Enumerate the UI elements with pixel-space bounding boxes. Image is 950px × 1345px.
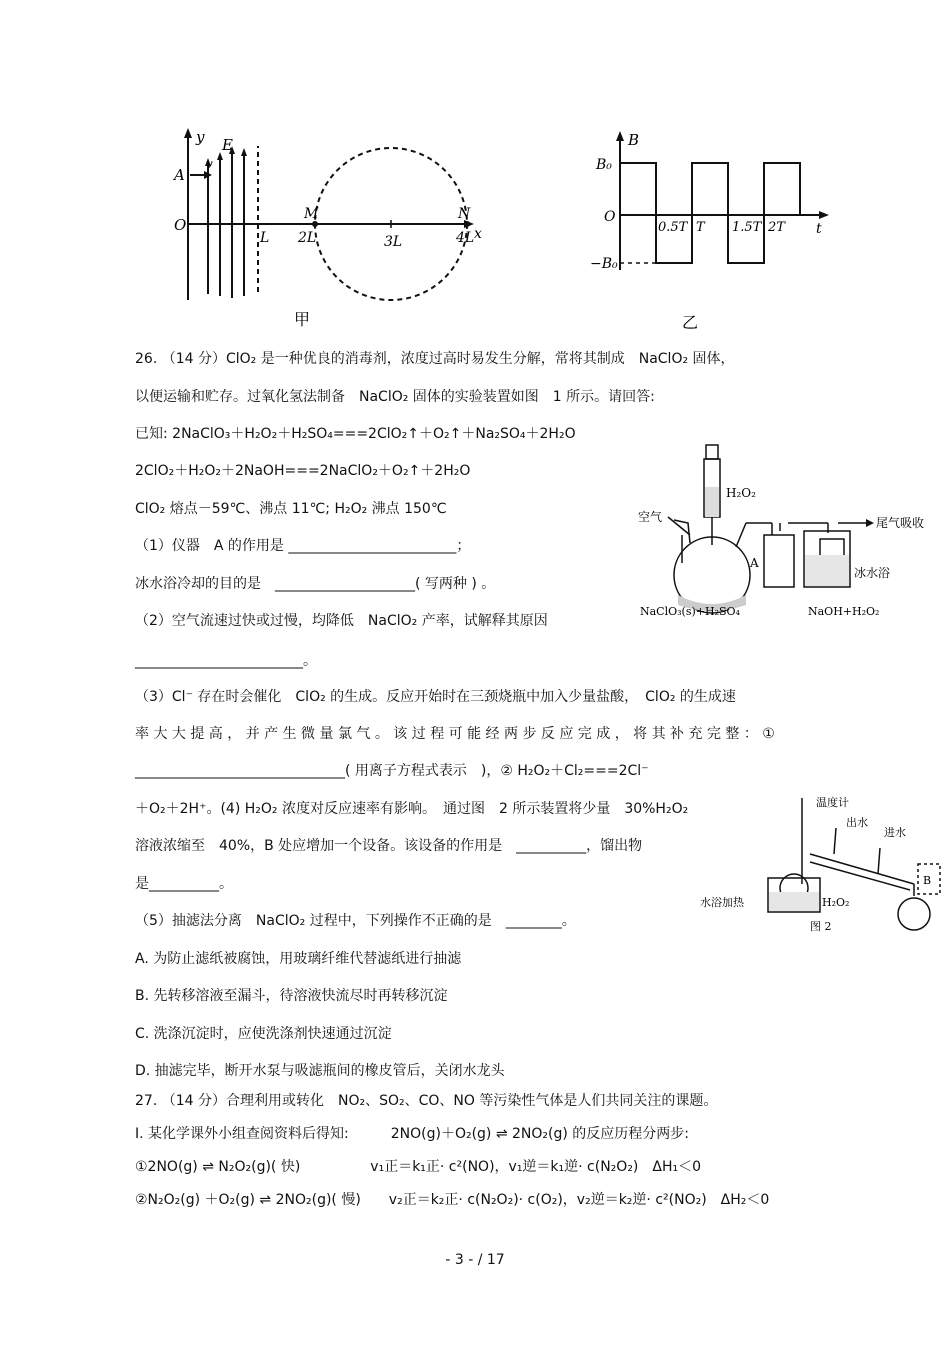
fig2-water-in-label: 进水 <box>884 826 906 839</box>
jia-point-a: A <box>174 166 185 184</box>
q26-part-1-ice-bath: 冰水浴冷却的目的是 ____________________( 写两种 ) 。 <box>135 576 496 592</box>
fig1-ice-label: 冰水浴 <box>854 566 891 580</box>
fig2-bath-label: 水浴加热 <box>700 896 744 909</box>
q26-part-4-line-2: 溶液浓缩至 40%，B 处应增加一个设备。该设备的作用是 __________，馏出物 <box>135 838 643 854</box>
fig1-a-label: A <box>750 556 759 570</box>
fig2-water-out-label: 出水 <box>846 816 868 829</box>
jia-mark-n: N <box>458 206 471 222</box>
q27-step-2: ②N₂O₂(g) ＋O₂(g) ⇌ 2NO₂(g)( 慢) v₂正＝k₂正· c(N₂O₂)· c(O₂)，v₂逆＝k₂逆· c²(NO₂) ΔH₂＜0 <box>135 1192 770 1208</box>
jia-axis-x: x <box>474 226 482 242</box>
q26-part-2-blank: ________________________。 <box>135 653 317 669</box>
fig2-h2o2-label: H₂O₂ <box>822 896 850 909</box>
jia-caption: 甲 <box>294 310 311 329</box>
q26-option-d: D. 抽滤完毕，断开水泵与吸滤瓶间的橡皮管后，关闭水龙头 <box>135 1063 505 1079</box>
yi-tick-t: T <box>696 220 705 235</box>
q26-option-b: B. 先转移溶液至漏斗，待溶液快流尽时再转移沉淀 <box>135 988 448 1004</box>
q26-option-a: A. 为防止滤纸被腐蚀，用玻璃纤维代替滤纸进行抽滤 <box>135 951 462 967</box>
jia-mark-2l: 2L <box>298 230 317 246</box>
yi-axis-b: B <box>628 131 640 149</box>
yi-tick-2t: 2T <box>768 220 785 235</box>
yi-tick-0.5t: 0.5T <box>658 220 688 235</box>
q26-part-3-line-2: 率 大 大 提 高 ， 并 产 生 微 量 氯 气 。 该 过 程 可 能 经 两 步 反 应 完 成 ， 将 其 补 充 完 整 ： ① <box>135 726 775 742</box>
q27-part-1: Ⅰ. 某化学课外小组查阅资料后得知: 2NO(g)＋O₂(g) ⇌ 2NO₂(g) 的反应历程分两步: <box>135 1126 690 1142</box>
yi-b0: B₀ <box>596 157 612 173</box>
fig1-tail-label: 尾气吸收 <box>876 516 925 530</box>
q26-stem-line-1: 26. （14 分）ClO₂ 是一种优良的消毒剂，浓度过高时易发生分解，常将其制成 NaClO₂ 固体， <box>135 351 735 367</box>
q27-step-1: ①2NO(g) ⇌ N₂O₂(g)( 快) v₁正＝k₁正· c²(NO)，v₁逆＝k₁逆· c(N₂O₂) ΔH₁＜0 <box>135 1159 702 1175</box>
figure-2-apparatus <box>700 788 945 938</box>
yi-axis-t: t <box>816 221 822 237</box>
jia-mark-3l: 3L <box>384 234 403 250</box>
figure-jia <box>160 120 505 335</box>
fig2-thermometer-label: 温度计 <box>816 796 849 809</box>
figure-1-apparatus <box>638 435 925 625</box>
q26-part-2: （2）空气流速过快或过慢，均降低 NaClO₂ 产率，试解释其原因 <box>135 613 548 629</box>
yi-origin: O <box>604 209 616 225</box>
q26-part-5: （5）抽滤法分离 NaClO₂ 过程中，下列操作不正确的是 ________。 <box>135 913 576 929</box>
q26-part-4-line-3: 是__________。 <box>135 876 233 892</box>
jia-mark-4l: 4L <box>456 230 475 246</box>
q26-stem-line-2: 以便运输和贮存。过氧化氢法制备 NaClO₂ 固体的实验装置如图 1 所示。请回答: <box>135 389 655 405</box>
jia-mark-m: M <box>304 206 319 222</box>
jia-field-e: E <box>222 136 233 154</box>
fig2-caption: 图 2 <box>810 920 832 933</box>
fig2-b-label: B <box>923 874 932 887</box>
jia-mark-l: L <box>260 230 270 246</box>
page-number: - 3 - / 17 <box>445 1252 505 1268</box>
q26-reaction-2: 2ClO₂＋H₂O₂＋2NaOH===2NaClO₂＋O₂↑＋2H₂O <box>135 463 471 479</box>
fig1-flask-label: NaClO₃(s)+H₂SO₄ <box>640 605 740 618</box>
q26-part-3-line-3: ______________________________( 用离子方程式表示 )，② H₂O₂＋Cl₂===2Cl⁻ <box>135 763 649 779</box>
q26-part-3: （3）Cl⁻ 存在时会催化 ClO₂ 的生成。反应开始时在三颈烧瓶中加入少量盐酸， ClO₂ 的生成速 <box>135 689 736 705</box>
fig1-bottle-label: NaOH+H₂O₂ <box>808 605 880 618</box>
q26-reaction-1: 已知: 2NaClO₃＋H₂O₂＋H₂SO₄===2ClO₂↑＋O₂↑＋Na₂SO₄＋2H₂O <box>135 426 576 442</box>
yi-neg-b0: −B₀ <box>590 256 618 272</box>
yi-caption: 乙 <box>682 313 699 332</box>
q26-option-c: C. 洗涤沉淀时，应使洗涤剂快速通过沉淀 <box>135 1026 392 1042</box>
q26-melting-point: ClO₂ 熔点－59℃、沸点 11℃; H₂O₂ 沸点 150℃ <box>135 501 447 517</box>
jia-origin: O <box>174 216 187 234</box>
yi-tick-1.5t: 1.5T <box>732 220 762 235</box>
figure-yi <box>590 125 840 335</box>
jia-velocity: v <box>206 157 213 171</box>
q26-part-4: ＋O₂＋2H⁺。(4) H₂O₂ 浓度对反应速率有影响。 通过图 2 所示装置将少量 30%H₂O₂ <box>135 801 689 817</box>
fig1-h2o2-label: H₂O₂ <box>726 486 756 500</box>
fig1-air-label: 空气 <box>638 510 663 524</box>
q27-stem: 27. （14 分）合理利用或转化 NO₂、SO₂、CO、NO 等污染性气体是人们共同关注的课题。 <box>135 1093 718 1109</box>
q26-part-1: （1）仪器 A 的作用是 ________________________； <box>135 538 471 554</box>
jia-axis-y: y <box>196 128 205 146</box>
